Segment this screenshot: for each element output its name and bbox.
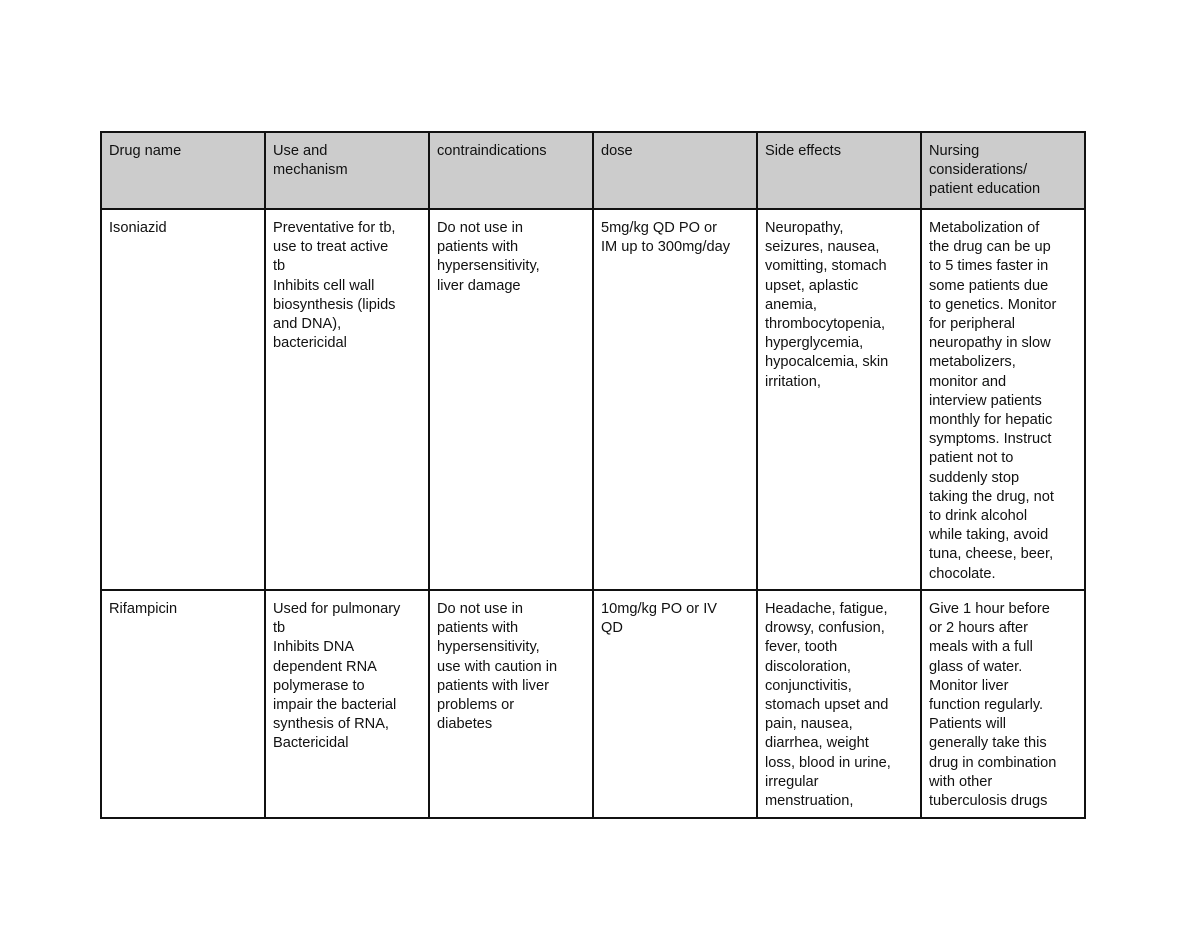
cell-side-effects: Neuropathy, seizures, nausea, vomitting, stomach upset, aplastic anemia, thrombocytopenia, hyperglycemia, hypocalcemia, skin irritation, [757,209,921,590]
header-contraindications: contraindications [429,132,593,209]
table-header [101,132,1085,209]
cell-use-and-mechanism: Used for pulmonary tb Inhibits DNA dependent RNA polymerase to impair the bacterial synthesis of RNA, Bactericidal [265,590,429,818]
table-row-isoniazid [101,209,1085,590]
drug-table [100,131,1086,819]
header-nursing-considerations: Nursing considerations/ patient education [921,132,1085,209]
table-row-rifampicin [101,590,1085,818]
cell-use-and-mechanism: Preventative for tb, use to treat active tb Inhibits cell wall biosynthesis (lipids and DNA), bactericidal [265,209,429,590]
cell-nursing-considerations: Give 1 hour before or 2 hours after meals with a full glass of water. Monitor liver function regularly. Patients will generally take this drug in combination with other tuberculosis drugs [921,590,1085,818]
header-use-and-mechanism: Use and mechanism [265,132,429,209]
table-body [101,209,1085,818]
header-side-effects: Side effects [757,132,921,209]
cell-contraindications: Do not use in patients with hypersensitivity, liver damage [429,209,593,590]
cell-contraindications: Do not use in patients with hypersensitivity, use with caution in patients with liver problems or diabetes [429,590,593,818]
cell-dose: 10mg/kg PO or IV QD [593,590,757,818]
cell-nursing-considerations: Metabolization of the drug can be up to 5 times faster in some patients due to genetics. Monitor for peripheral neuropathy in slow metabolizers, monitor and interview patients monthly for hepatic symptoms. Instruct patient not to suddenly stop taking the drug, not to drink alcohol while taking, avoid tuna, cheese, beer, chocolate. [921,209,1085,590]
header-dose: dose [593,132,757,209]
cell-drug-name: Isoniazid [101,209,265,590]
header-drug-name: Drug name [101,132,265,209]
cell-dose: 5mg/kg QD PO or IM up to 300mg/day [593,209,757,590]
header-row [101,132,1085,209]
cell-drug-name: Rifampicin [101,590,265,818]
cell-side-effects: Headache, fatigue, drowsy, confusion, fever, tooth discoloration, conjunctivitis, stomach upset and pain, nausea, diarrhea, weight loss, blood in urine, irregular menstruation, [757,590,921,818]
